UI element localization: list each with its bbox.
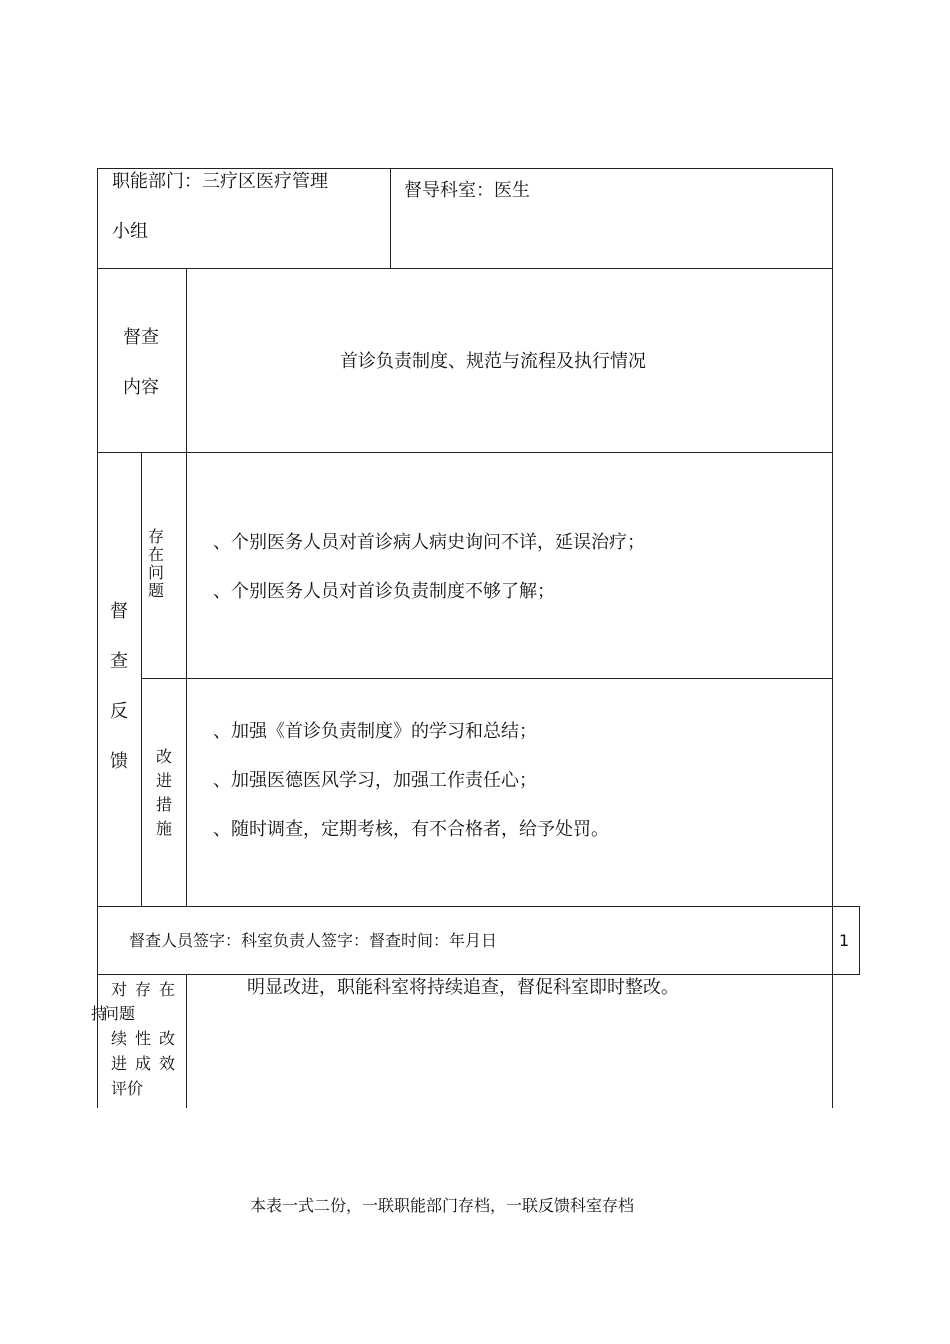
evaluation-label-line1: 对存在: [111, 980, 184, 999]
table-right-border: [832, 168, 833, 1108]
footer-note: 本表一式二份，一联职能部门存档，一联反馈科室存档: [250, 1196, 635, 1215]
measure-item-3: 、随时调查，定期考核，有不合格者，给予处罚。: [213, 819, 609, 840]
evaluation-label-line2: 问题: [103, 1004, 136, 1023]
table-top-border: [97, 168, 833, 169]
problems-label: 存在问题: [147, 527, 164, 600]
feedback-label: 督查反馈: [110, 601, 128, 772]
row-divider-1: [97, 268, 833, 269]
measures-label: 改进措施: [155, 747, 172, 838]
row-divider-3: [141, 678, 833, 679]
evaluation-label-line3: 续性改: [111, 1029, 184, 1048]
sublabel-col-divider: [141, 452, 142, 906]
signature-text: 督查人员签字：科室负责人签字：督查时间：年月日: [129, 931, 498, 950]
measure-item-2: 、加强医德医风学习，加强工作责任心；: [213, 770, 537, 791]
label-col-divider-2: [186, 974, 187, 1108]
content-label-line1: 督查: [123, 327, 159, 348]
row-divider-5: [97, 974, 860, 975]
dept-label-line1: 职能部门：三疗区医疗管理: [112, 171, 328, 192]
content-label-line2: 内容: [123, 377, 159, 398]
row-divider-4: [97, 906, 860, 907]
dept-label-line2: 小组: [112, 221, 148, 242]
label-col-divider-1: [186, 268, 187, 906]
row-divider-2: [97, 452, 833, 453]
header-col-divider: [390, 168, 391, 268]
signature-right-border: [859, 906, 860, 974]
evaluation-text: 明显改进，职能科室将持续追查，督促科室即时整改。: [247, 977, 679, 998]
problem-item-1: 、个别医务人员对首诊病人病史询问不详，延误治疗；: [213, 532, 645, 553]
supervised-dept: 督导科室：医生: [404, 180, 530, 201]
content-text: 首诊负责制度、规范与流程及执行情况: [340, 351, 646, 372]
measure-item-1: 、加强《首诊负责制度》的学习和总结；: [213, 721, 537, 742]
table-left-border: [97, 168, 98, 1108]
page-number: 1: [839, 931, 850, 950]
evaluation-label-line5: 评价: [111, 1079, 144, 1098]
evaluation-label-prefix: 持: [91, 1004, 108, 1023]
problem-item-2: 、个别医务人员对首诊负责制度不够了解；: [213, 581, 555, 602]
evaluation-label-line4: 进成效: [111, 1054, 184, 1073]
